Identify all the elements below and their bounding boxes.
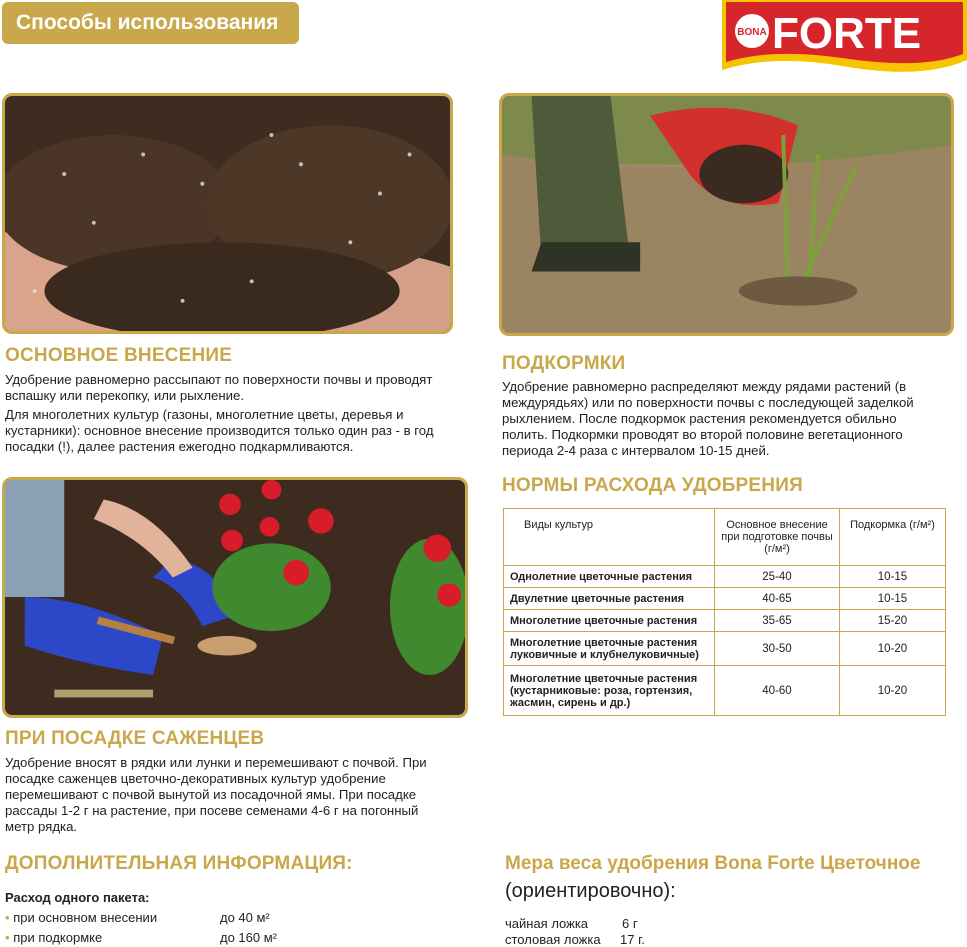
- basic-application-p2: Для многолетних культур (газоны, многолетние цветы, деревья и кустарники): основное внесение производится только один раз - в год посадки (!), далее растения ежегодно подкармливаются.: [5, 407, 434, 454]
- norms-cell-crop: Однолетние цветочные растения: [504, 566, 715, 588]
- table-row: [504, 566, 946, 588]
- norms-cell-feeding: 15-20: [840, 610, 946, 632]
- basic-application-title: ОСНОВНОЕ ВНЕСЕНИЕ: [5, 345, 233, 366]
- extra-item-value: до 160 м²: [220, 930, 277, 945]
- bona-forte-logo: [722, 0, 967, 74]
- bullet-icon: •: [5, 910, 10, 925]
- norms-cell-feeding: 10-20: [840, 632, 946, 666]
- svg-text:FORTE: FORTE: [772, 9, 922, 58]
- norms-header-basic: Основное внесение при подготовке почвы (г/м²): [715, 509, 840, 566]
- extra-info-subtitle: Расход одного пакета:: [5, 890, 150, 905]
- norms-cell-basic: 30-50: [715, 632, 840, 666]
- basic-application-p1: Удобрение равномерно рассыпают по поверхности почвы и проводят вспашку или перекопку, или рыхление.: [5, 372, 433, 403]
- norms-cell-crop: Многолетние цветочные растения луковичные и клубнелуковичные): [504, 632, 715, 666]
- norms-cell-feeding: 10-15: [840, 566, 946, 588]
- fertilizer-feeding-photo: [499, 93, 954, 336]
- norms-cell-feeding: 10-15: [840, 588, 946, 610]
- norms-cell-feeding: 10-20: [840, 666, 946, 716]
- extra-item-label: при подкормке: [13, 930, 103, 945]
- planting-title: ПРИ ПОСАДКЕ САЖЕНЦЕВ: [5, 728, 265, 749]
- extra-item-label: при основном внесении: [13, 910, 158, 925]
- norms-cell-basic: 40-65: [715, 588, 840, 610]
- feeding-title: ПОДКОРМКИ: [502, 353, 626, 374]
- bullet-icon: •: [5, 930, 10, 945]
- measure-title: Мера веса удобрения Bona Forte Цветочное: [505, 853, 921, 874]
- norms-table: [503, 508, 946, 716]
- soil-in-hands-photo: [2, 93, 453, 334]
- measure-item-label: столовая ложка: [505, 932, 601, 947]
- measure-item-value: 6 г: [622, 916, 638, 931]
- norms-table-header-row: [504, 509, 946, 566]
- measure-item-label: чайная ложка: [505, 916, 589, 931]
- planting-p1: Удобрение вносят в рядки или лунки и перемешивают с почвой. При посадке саженцев цветочно-декоративных культур удобрение перемешивают с почвой вынутой из посадочной ямы. При посадке рассады 1-2 г на растение, при посеве семенами 4-6 г на погонный метр рядка.: [5, 755, 427, 834]
- feeding-text: [502, 379, 942, 462]
- extra-info-title: ДОПОЛНИТЕЛЬНАЯ ИНФОРМАЦИЯ:: [5, 853, 353, 874]
- list-item: [5, 910, 157, 925]
- norms-cell-basic: 35-65: [715, 610, 840, 632]
- list-item: [5, 930, 102, 945]
- norms-cell-crop: Многолетние цветочные растения: [504, 610, 715, 632]
- table-row: [504, 632, 946, 666]
- section-header-tab: Способы использования: [2, 2, 299, 44]
- norms-cell-crop: Двулетние цветочные растения: [504, 588, 715, 610]
- norms-cell-crop: Многолетние цветочные растения (кустарниковые: роза, гортензия, жасмин, сирень и др.): [504, 666, 715, 716]
- planting-text: [5, 755, 450, 838]
- feeding-p1: Удобрение равномерно распределяют между рядами растений (в междурядьях) или по поверхности почвы с последующей заделкой рыхлением. После подкормок растения рекомендуется обильно полить. Подкормки проводят во второй половине вегетационного периода 2-4 раза с интервалом 10-15 дней.: [502, 379, 914, 458]
- extra-item-value: до 40 м²: [220, 910, 270, 925]
- norms-title: НОРМЫ РАСХОДА УДОБРЕНИЯ: [502, 475, 803, 496]
- norms-cell-basic: 40-60: [715, 666, 840, 716]
- measure-item-value: 17 г.: [620, 932, 645, 947]
- planting-seedlings-photo: [2, 477, 468, 718]
- table-row: [504, 610, 946, 632]
- norms-cell-basic: 25-40: [715, 566, 840, 588]
- norms-header-feeding: Подкормка (г/м²): [840, 509, 946, 566]
- basic-application-text: [5, 372, 465, 458]
- svg-text:BONA: BONA: [737, 27, 767, 38]
- table-row: [504, 588, 946, 610]
- norms-header-crop: Виды культур: [504, 509, 715, 566]
- measure-subtitle: (ориентировочно):: [505, 880, 676, 902]
- table-row: [504, 666, 946, 716]
